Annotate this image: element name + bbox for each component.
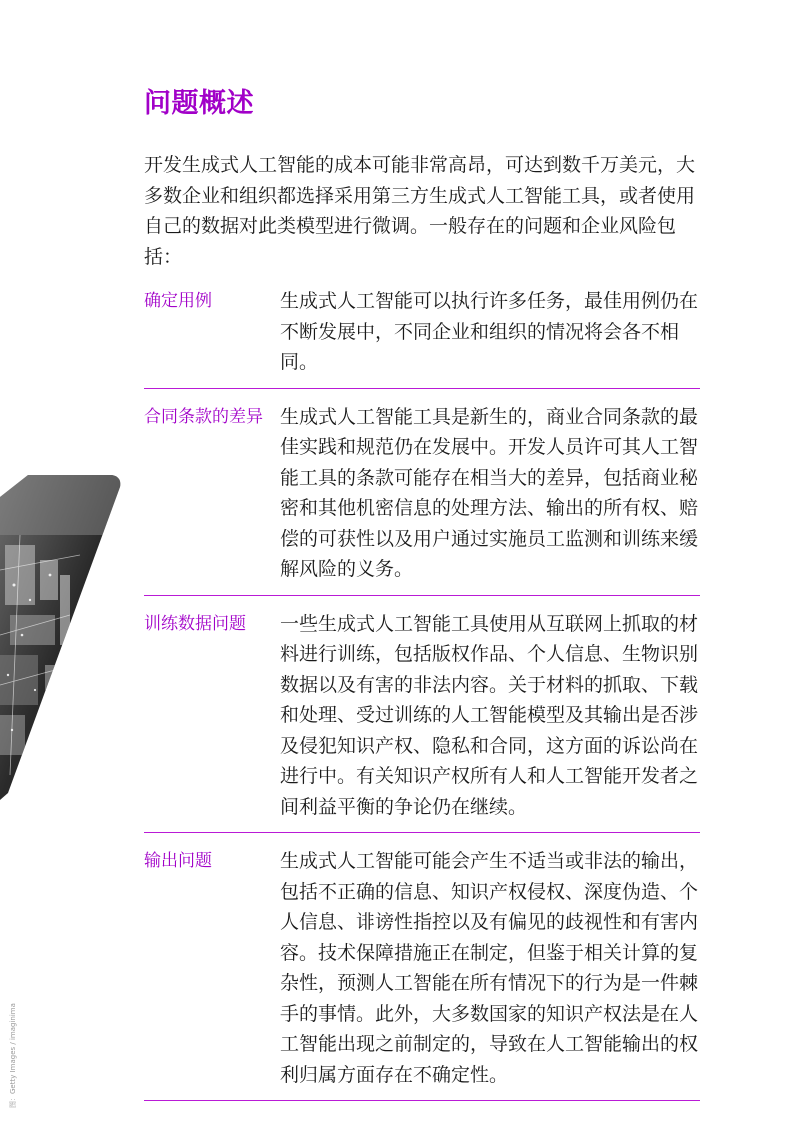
issue-row: [144, 398, 700, 596]
intro-paragraph: 开发生成式人工智能的成本可能非常高昂，可达到数千万美元，大多数企业和组织都选择采用第三方生成式人工智能工具，或者使用自己的数据对此类模型进行微调。一般存在的问题和企业风险包括：: [144, 154, 696, 268]
issue-row: [144, 605, 700, 834]
issue-description: 生成式人工智能工具是新生的，商业合同条款的最佳实践和规范仍在发展中。开发人员许可其人工智能工具的条款可能存在相当大的差异，包括商业秘密和其他机密信息的处理方法、输出的所有权、赔偿的可获性以及用户通过实施员工监测和训练来缓解风险的义务。: [280, 405, 699, 580]
issues-table: [144, 282, 700, 1110]
issue-description: 一些生成式人工智能工具使用从互联网上抓取的材料进行训练，包括版权作品、个人信息、生物识别数据以及有害的非法内容。关于材料的抓取、下载和处理、受过训练的人工智能模型及其输出是否涉及侵犯知识产权、隐私和合同，这方面的诉讼尚在进行中。有关知识产权所有人和人工智能开发者之间利益平衡的争论仍在继续。: [280, 612, 699, 818]
issue-label: 确定用例: [144, 291, 212, 311]
issue-description: 生成式人工智能可以执行许多任务，最佳用例仍在不断发展中，不同企业和组织的情况将会各不相同。: [280, 290, 699, 373]
issue-label: 训练数据问题: [144, 613, 246, 634]
issue-row: [144, 842, 700, 1101]
side-photo-image: [0, 475, 125, 800]
photo-credit: 图：Getty Images / imaginima: [9, 1003, 17, 1108]
issue-description: 生成式人工智能可能会产生不适当或非法的输出，包括不正确的信息、知识产权侵权、深度伪造、个人信息、诽谤性指控以及有偏见的歧视性和有害内容。技术保障措施正在制定，但鉴于相关计算的复杂性，预测人工智能在所有情况下的行为是一件棘手的事情。此外，大多数国家的知识产权法是在人工智能出现之前制定的，导致在人工智能输出的权利归属方面存在不确定性。: [280, 850, 699, 1086]
issue-label: 合同条款的差异: [144, 406, 263, 427]
page-title: 问题概述: [144, 88, 254, 119]
issue-row: [144, 282, 700, 389]
issue-label: 输出问题: [144, 851, 212, 871]
